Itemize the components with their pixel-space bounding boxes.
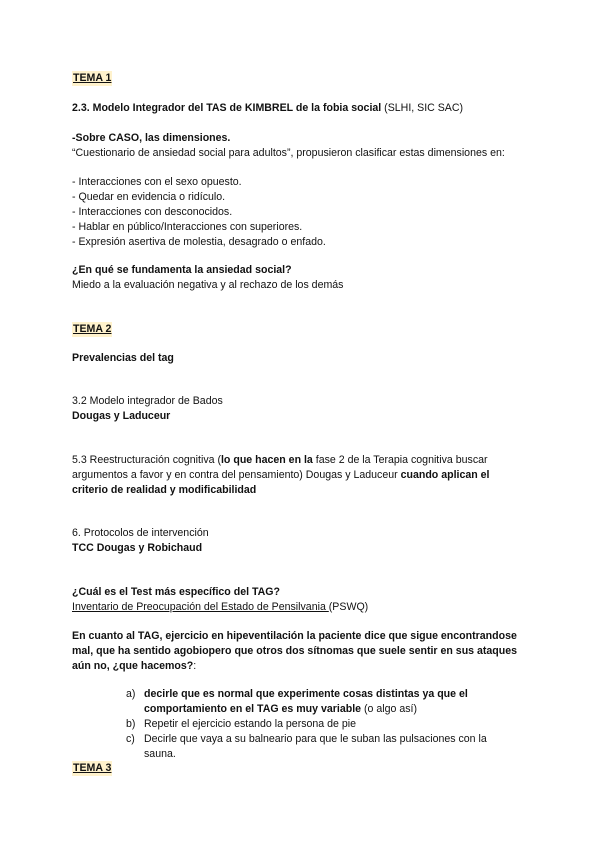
option-text: Decirle que vaya a su balneario para que le suban las pulsaciones con la sauna. (144, 733, 487, 760)
case-question: En cuanto al TAG, ejercicio en hipeventilación la paciente dice que sigue encontrandose mal, que ha sentido agobiopero que otros dos sítnomas que suele sentir en sus ataques aún no, ¿que hacemos? (72, 630, 518, 672)
test-qa (72, 585, 528, 615)
prevalencias-title: Prevalencias del tag (72, 352, 174, 364)
option-marker: b) (126, 718, 136, 730)
model-title-bold: 2.3. Modelo Integrador del TAS de KIMBREL de la fobia social (72, 102, 382, 114)
test-question: ¿Cuál es el Test más específico del TAG? (72, 586, 281, 598)
tema1-heading: TEMA 1 (73, 72, 112, 84)
s53-text-1: 5.3 Reestructuración cognitiva ( (72, 454, 221, 466)
s32-authors: Dougas y Laduceur (72, 410, 171, 422)
section-5-3 (72, 453, 516, 498)
option-a (126, 687, 512, 717)
tema2-heading: TEMA 2 (73, 323, 112, 335)
s53-text-2: fase 2 de la Terapia cognitiva buscar argumentos a favor y en contra del pensamiento) Dougas y Laduceur (72, 454, 488, 481)
anxiety-qa (72, 263, 528, 293)
option-c (126, 732, 512, 762)
prevalencias (72, 351, 528, 366)
test-abbr: (PSWQ) (328, 601, 369, 613)
tema3-section (72, 761, 528, 776)
answer-options (126, 687, 512, 762)
case-colon: : (193, 660, 197, 672)
list-item: - Interacciones con desconocidos. (72, 206, 233, 218)
option-marker: a) (126, 688, 136, 700)
section-3-2 (72, 394, 528, 424)
option-text: (o algo así) (361, 703, 417, 715)
option-text: Repetir el ejercicio estando la persona de pie (144, 718, 357, 730)
tema1-section (72, 71, 528, 86)
dimensions-list (72, 175, 528, 250)
list-item: - Quedar en evidencia o ridículo. (72, 191, 226, 203)
s53-bold-1: lo que hacen en la (220, 454, 313, 466)
tema3-heading: TEMA 3 (73, 762, 112, 774)
s32-title: 3.2 Modelo integrador de Bados (72, 395, 223, 407)
list-item: - Expresión asertiva de molestia, desagrado o enfado. (72, 236, 326, 248)
test-answer: Inventario de Preocupación del Estado de Pensilvania (72, 601, 329, 613)
list-item: - Interacciones con el sexo opuesto. (72, 176, 242, 188)
s6-title: 6. Protocolos de intervención (72, 527, 209, 539)
option-b (126, 717, 512, 732)
anxiety-question: ¿En qué se fundamenta la ansiedad social? (72, 264, 292, 276)
section-6 (72, 526, 528, 556)
model-title-rest: (SLHI, SIC SAC) (381, 102, 464, 114)
anxiety-answer: Miedo a la evaluación negativa y al rechazo de los demás (72, 279, 344, 291)
option-marker: c) (126, 733, 135, 745)
case-question-block (72, 629, 534, 674)
model-title (72, 101, 528, 116)
caso-desc: “Cuestionario de ansiedad social para adultos”, propusieron clasificar estas dimensiones en: (72, 147, 505, 159)
caso-title: -Sobre CASO, las dimensiones. (72, 132, 231, 144)
s6-authors: TCC Dougas y Robichaud (72, 542, 203, 554)
caso-block (72, 131, 528, 161)
s53-bold-2: cuando aplican el criterio de realidad y modificabilidad (72, 469, 490, 496)
list-item: - Hablar en público/Interacciones con superiores. (72, 221, 303, 233)
tema2-section (72, 322, 528, 337)
option-bold: decirle que es normal que experimente cosas distintas ya que el comportamiento en el TAG es muy variable (144, 688, 468, 715)
